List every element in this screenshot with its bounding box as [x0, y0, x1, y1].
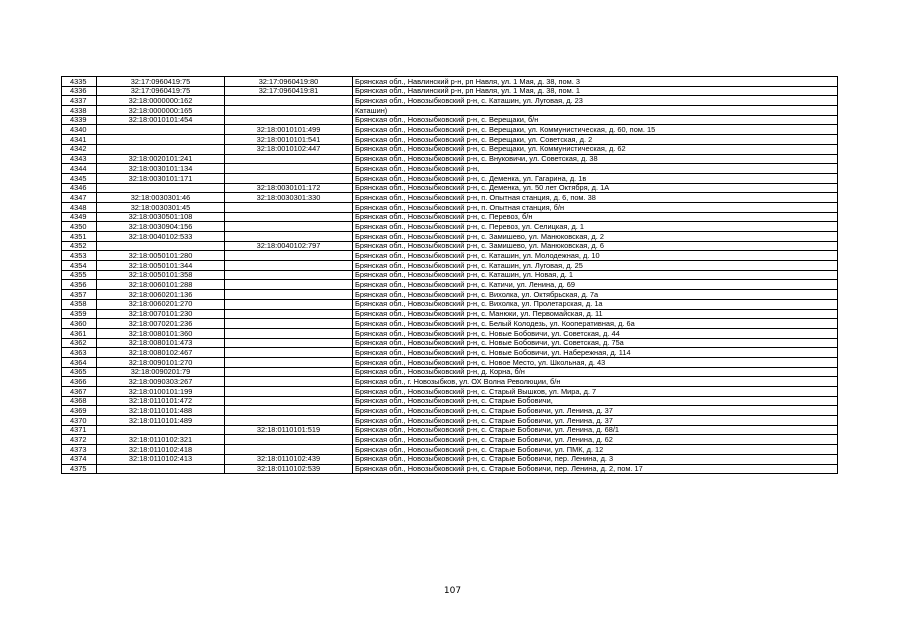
- row-number-cell: 4360: [62, 319, 97, 329]
- object-cadastral-cell: 32:18:0040102:797: [225, 241, 353, 251]
- parcel-cadastral-cell: 32:18:0030101:134: [97, 164, 225, 174]
- row-number-cell: 4351: [62, 232, 97, 242]
- object-cadastral-cell: [225, 367, 353, 377]
- address-cell: Брянская обл., Новозыбковский р-н, с. Каташин, ул. Молодежная, д. 10: [353, 251, 838, 261]
- row-number-cell: 4368: [62, 396, 97, 406]
- row-number-cell: 4335: [62, 77, 97, 87]
- parcel-cadastral-cell: 32:18:0060201:270: [97, 299, 225, 309]
- object-cadastral-cell: [225, 319, 353, 329]
- object-cadastral-cell: [225, 96, 353, 106]
- object-cadastral-cell: [225, 115, 353, 125]
- address-cell: Брянская обл., Новозыбковский р-н, с. Замишево, ул. Манюковская, д. 6: [353, 241, 838, 251]
- table-row: [62, 173, 838, 183]
- address-cell: Брянская обл., Новозыбковский р-н, с. Старые Бобовичи, ул. Ленина, д. 68/1: [353, 425, 838, 435]
- table-row: [62, 135, 838, 145]
- address-cell: Брянская обл., Новозыбковский р-н, с. Внуковичи, ул. Советская, д. 38: [353, 154, 838, 164]
- table-row: [62, 406, 838, 416]
- object-cadastral-cell: 32:18:0030101:172: [225, 183, 353, 193]
- row-number-cell: 4366: [62, 377, 97, 387]
- table-row: [62, 357, 838, 367]
- table-row: [62, 106, 838, 116]
- object-cadastral-cell: [225, 328, 353, 338]
- address-cell: Брянская обл., Новозыбковский р-н, д. Корна, б/н: [353, 367, 838, 377]
- parcel-cadastral-cell: 32:18:0070201:236: [97, 319, 225, 329]
- address-cell: Брянская обл., Новозыбковский р-н, с. Перевоз, ул. Селицкая, д. 1: [353, 222, 838, 232]
- row-number-cell: 4359: [62, 309, 97, 319]
- table-row: [62, 115, 838, 125]
- address-cell: Брянская обл., Новозыбковский р-н, с. Замишево, ул. Манюковская, д. 2: [353, 232, 838, 242]
- parcel-cadastral-cell: 32:17:0960419:75: [97, 77, 225, 87]
- object-cadastral-cell: [225, 222, 353, 232]
- table-row: [62, 164, 838, 174]
- parcel-cadastral-cell: 32:18:0080101:360: [97, 328, 225, 338]
- parcel-cadastral-cell: 32:18:0030904:156: [97, 222, 225, 232]
- table-row: [62, 86, 838, 96]
- address-cell: Брянская обл., Новозыбковский р-н, с. Вихолка, ул. Октябрьская, д. 7а: [353, 290, 838, 300]
- table-row: [62, 251, 838, 261]
- table-row: [62, 445, 838, 455]
- table-row: [62, 125, 838, 135]
- register-table-body: [62, 77, 838, 474]
- row-number-cell: 4373: [62, 445, 97, 455]
- row-number-cell: 4352: [62, 241, 97, 251]
- parcel-cadastral-cell: 32:17:0960419:75: [97, 86, 225, 96]
- parcel-cadastral-cell: 32:18:0110102:321: [97, 435, 225, 445]
- object-cadastral-cell: [225, 357, 353, 367]
- object-cadastral-cell: [225, 387, 353, 397]
- address-cell: Брянская обл., Новозыбковский р-н, с. Новое Место, ул. Школьная, д. 43: [353, 357, 838, 367]
- table-row: [62, 212, 838, 222]
- table-row: [62, 319, 838, 329]
- row-number-cell: 4369: [62, 406, 97, 416]
- object-cadastral-cell: [225, 338, 353, 348]
- row-number-cell: 4345: [62, 173, 97, 183]
- parcel-cadastral-cell: [97, 135, 225, 145]
- parcel-cadastral-cell: 32:18:0050101:344: [97, 261, 225, 271]
- table-row: [62, 328, 838, 338]
- parcel-cadastral-cell: 32:18:0050101:358: [97, 270, 225, 280]
- address-cell: Брянская обл., Новозыбковский р-н, с. Белый Колодезь, ул. Кооперативная, д. 6а: [353, 319, 838, 329]
- address-cell: Брянская обл., Новозыбковский р-н, с. Каташин, ул. Новая, д. 1: [353, 270, 838, 280]
- parcel-cadastral-cell: 32:18:0070101:230: [97, 309, 225, 319]
- address-cell: Брянская обл., Новозыбковский р-н, с. Верещаки, ул. Коммунистическая, д. 60, пом. 15: [353, 125, 838, 135]
- table-row: [62, 290, 838, 300]
- object-cadastral-cell: [225, 212, 353, 222]
- object-cadastral-cell: [225, 435, 353, 445]
- row-number-cell: 4367: [62, 387, 97, 397]
- parcel-cadastral-cell: [97, 144, 225, 154]
- parcel-cadastral-cell: [97, 183, 225, 193]
- address-cell: Брянская обл., Новозыбковский р-н, с. Вихолка, ул. Пролетарская, д. 1а: [353, 299, 838, 309]
- row-number-cell: 4339: [62, 115, 97, 125]
- address-cell: Брянская обл., Новозыбковский р-н, с. Катичи, ул. Ленина, д. 69: [353, 280, 838, 290]
- address-cell: Брянская обл., Новозыбковский р-н, с. Новые Бобовичи, ул. Советская, д. 75а: [353, 338, 838, 348]
- parcel-cadastral-cell: [97, 425, 225, 435]
- object-cadastral-cell: [225, 202, 353, 212]
- address-cell: Брянская обл., Новозыбковский р-н, с. Верещаки, ул. Советская, д. 2: [353, 135, 838, 145]
- address-cell: Брянская обл., Новозыбковский р-н, с. Новые Бобовичи, ул. Советская, д. 44: [353, 328, 838, 338]
- parcel-cadastral-cell: 32:18:0090201:79: [97, 367, 225, 377]
- parcel-cadastral-cell: 32:18:0020101:241: [97, 154, 225, 164]
- table-row: [62, 396, 838, 406]
- address-cell: Брянская обл., Новозыбковский р-н, с. Старые Бобовичи, ул. Ленина, д. 37: [353, 416, 838, 426]
- parcel-cadastral-cell: 32:18:0110102:418: [97, 445, 225, 455]
- table-row: [62, 338, 838, 348]
- parcel-cadastral-cell: 32:18:0010101:454: [97, 115, 225, 125]
- table-row: [62, 183, 838, 193]
- table-row: [62, 367, 838, 377]
- table-row: [62, 348, 838, 358]
- parcel-cadastral-cell: 32:18:0040102:533: [97, 232, 225, 242]
- object-cadastral-cell: 32:17:0960419:80: [225, 77, 353, 87]
- object-cadastral-cell: [225, 348, 353, 358]
- row-number-cell: 4344: [62, 164, 97, 174]
- table-row: [62, 222, 838, 232]
- table-row: [62, 299, 838, 309]
- address-cell: Брянская обл., Новозыбковский р-н, с. Старые Бобовичи, пер. Ленина, д. 2, пом. 17: [353, 464, 838, 474]
- object-cadastral-cell: [225, 406, 353, 416]
- row-number-cell: 4361: [62, 328, 97, 338]
- address-cell: Каташин): [353, 106, 838, 116]
- row-number-cell: 4337: [62, 96, 97, 106]
- parcel-cadastral-cell: 32:18:0110101:472: [97, 396, 225, 406]
- row-number-cell: 4350: [62, 222, 97, 232]
- address-cell: Брянская обл., Новозыбковский р-н, с. Старые Бобовичи,: [353, 396, 838, 406]
- parcel-cadastral-cell: [97, 241, 225, 251]
- object-cadastral-cell: [225, 270, 353, 280]
- parcel-cadastral-cell: 32:18:0110101:489: [97, 416, 225, 426]
- object-cadastral-cell: [225, 154, 353, 164]
- object-cadastral-cell: 32:18:0110101:519: [225, 425, 353, 435]
- address-cell: Брянская обл., Новозыбковский р-н, с. Старые Бобовичи, пер. Ленина, д. 3: [353, 454, 838, 464]
- parcel-cadastral-cell: 32:18:0030101:171: [97, 173, 225, 183]
- address-cell: Брянская обл., Новозыбковский р-н, п. Опытная станция, д. 6, пом. 38: [353, 193, 838, 203]
- parcel-cadastral-cell: 32:18:0060101:288: [97, 280, 225, 290]
- parcel-cadastral-cell: 32:18:0030301:45: [97, 202, 225, 212]
- address-cell: Брянская обл., Новозыбковский р-н, с. Деменка, ул. 50 лет Октября, д. 1А: [353, 183, 838, 193]
- object-cadastral-cell: [225, 173, 353, 183]
- table-row: [62, 96, 838, 106]
- object-cadastral-cell: 32:18:0030301:330: [225, 193, 353, 203]
- address-cell: Брянская обл., Новозыбковский р-н,: [353, 164, 838, 174]
- row-number-cell: 4347: [62, 193, 97, 203]
- table-row: [62, 261, 838, 271]
- row-number-cell: 4374: [62, 454, 97, 464]
- parcel-cadastral-cell: [97, 464, 225, 474]
- object-cadastral-cell: 32:18:0110102:439: [225, 454, 353, 464]
- address-cell: Брянская обл., Новозыбковский р-н, с. Старые Бобовичи, ул. Ленина, д. 37: [353, 406, 838, 416]
- address-cell: Брянская обл., Новозыбковский р-н, с. Перевоз, б/н: [353, 212, 838, 222]
- object-cadastral-cell: [225, 106, 353, 116]
- object-cadastral-cell: [225, 261, 353, 271]
- row-number-cell: 4354: [62, 261, 97, 271]
- object-cadastral-cell: 32:17:0960419:81: [225, 86, 353, 96]
- object-cadastral-cell: 32:18:0010101:541: [225, 135, 353, 145]
- address-cell: Брянская обл., Новозыбковский р-н, с. Каташин, ул. Луговая, д. 23: [353, 96, 838, 106]
- address-cell: Брянская обл., Новозыбковский р-н, с. Старый Вышков, ул. Мира, д. 7: [353, 387, 838, 397]
- row-number-cell: 4371: [62, 425, 97, 435]
- address-cell: Брянская обл., Навлинский р-н, рп Навля, ул. 1 Мая, д. 38, пом. 3: [353, 77, 838, 87]
- register-table: [61, 76, 838, 474]
- parcel-cadastral-cell: [97, 125, 225, 135]
- parcel-cadastral-cell: 32:18:0080101:473: [97, 338, 225, 348]
- object-cadastral-cell: 32:18:0110102:539: [225, 464, 353, 474]
- parcel-cadastral-cell: 32:18:0080102:467: [97, 348, 225, 358]
- parcel-cadastral-cell: 32:18:0090303:267: [97, 377, 225, 387]
- object-cadastral-cell: [225, 299, 353, 309]
- row-number-cell: 4348: [62, 202, 97, 212]
- page-number: 107: [443, 586, 462, 596]
- row-number-cell: 4338: [62, 106, 97, 116]
- address-cell: Брянская обл., Навлинский р-н, рп Навля, ул. 1 Мая, д. 38, пом. 1: [353, 86, 838, 96]
- address-cell: Брянская обл., Новозыбковский р-н, с. Каташин, ул. Луговая, д. 25: [353, 261, 838, 271]
- parcel-cadastral-cell: 32:18:0090101:270: [97, 357, 225, 367]
- object-cadastral-cell: [225, 445, 353, 455]
- table-row: [62, 454, 838, 464]
- parcel-cadastral-cell: 32:18:0000000:165: [97, 106, 225, 116]
- object-cadastral-cell: [225, 309, 353, 319]
- object-cadastral-cell: [225, 232, 353, 242]
- table-row: [62, 425, 838, 435]
- parcel-cadastral-cell: 32:18:0000000:162: [97, 96, 225, 106]
- row-number-cell: 4356: [62, 280, 97, 290]
- table-row: [62, 309, 838, 319]
- row-number-cell: 4340: [62, 125, 97, 135]
- table-row: [62, 154, 838, 164]
- row-number-cell: 4364: [62, 357, 97, 367]
- object-cadastral-cell: 32:18:0010101:499: [225, 125, 353, 135]
- row-number-cell: 4336: [62, 86, 97, 96]
- row-number-cell: 4341: [62, 135, 97, 145]
- row-number-cell: 4362: [62, 338, 97, 348]
- row-number-cell: 4342: [62, 144, 97, 154]
- row-number-cell: 4365: [62, 367, 97, 377]
- table-row: [62, 270, 838, 280]
- address-cell: Брянская обл., г. Новозыбков, ул. ОХ Волна Революции, б/н: [353, 377, 838, 387]
- object-cadastral-cell: [225, 280, 353, 290]
- table-row: [62, 202, 838, 212]
- row-number-cell: 4363: [62, 348, 97, 358]
- row-number-cell: 4349: [62, 212, 97, 222]
- object-cadastral-cell: [225, 251, 353, 261]
- object-cadastral-cell: [225, 416, 353, 426]
- row-number-cell: 4343: [62, 154, 97, 164]
- table-row: [62, 377, 838, 387]
- table-row: [62, 280, 838, 290]
- address-cell: Брянская обл., Новозыбковский р-н, с. Старые Бобовичи, ул. ПМК, д. 12: [353, 445, 838, 455]
- object-cadastral-cell: [225, 290, 353, 300]
- table-row: [62, 241, 838, 251]
- address-cell: Брянская обл., Новозыбковский р-н, с. Старые Бобовичи, ул. Ленина, д. 62: [353, 435, 838, 445]
- parcel-cadastral-cell: 32:18:0060201:136: [97, 290, 225, 300]
- table-row: [62, 435, 838, 445]
- parcel-cadastral-cell: 32:18:0100101:199: [97, 387, 225, 397]
- address-cell: Брянская обл., Новозыбковский р-н, с. Деменка, ул. Гагарина, д. 1в: [353, 173, 838, 183]
- parcel-cadastral-cell: 32:18:0030501:108: [97, 212, 225, 222]
- table-row: [62, 232, 838, 242]
- row-number-cell: 4372: [62, 435, 97, 445]
- table-row: [62, 416, 838, 426]
- table-row: [62, 144, 838, 154]
- table-row: [62, 193, 838, 203]
- row-number-cell: 4353: [62, 251, 97, 261]
- table-row: [62, 387, 838, 397]
- address-cell: Брянская обл., Новозыбковский р-н, с. Новые Бобовичи, ул. Набережная, д. 114: [353, 348, 838, 358]
- object-cadastral-cell: [225, 396, 353, 406]
- address-cell: Брянская обл., Новозыбковский р-н, п. Опытная станция, б/н: [353, 202, 838, 212]
- row-number-cell: 4375: [62, 464, 97, 474]
- parcel-cadastral-cell: 32:18:0110101:488: [97, 406, 225, 416]
- object-cadastral-cell: [225, 377, 353, 387]
- row-number-cell: 4357: [62, 290, 97, 300]
- row-number-cell: 4358: [62, 299, 97, 309]
- parcel-cadastral-cell: 32:18:0030301:46: [97, 193, 225, 203]
- object-cadastral-cell: [225, 164, 353, 174]
- object-cadastral-cell: 32:18:0010102:447: [225, 144, 353, 154]
- parcel-cadastral-cell: 32:18:0110102:413: [97, 454, 225, 464]
- row-number-cell: 4355: [62, 270, 97, 280]
- address-cell: Брянская обл., Новозыбковский р-н, с. Манюки, ул. Первомайская, д. 11: [353, 309, 838, 319]
- parcel-cadastral-cell: 32:18:0050101:280: [97, 251, 225, 261]
- table-row: [62, 464, 838, 474]
- row-number-cell: 4346: [62, 183, 97, 193]
- row-number-cell: 4370: [62, 416, 97, 426]
- address-cell: Брянская обл., Новозыбковский р-н, с. Верещаки, б/н: [353, 115, 838, 125]
- address-cell: Брянская обл., Новозыбковский р-н, с. Верещаки, ул. Коммунистическая, д. 62: [353, 144, 838, 154]
- table-row: [62, 77, 838, 87]
